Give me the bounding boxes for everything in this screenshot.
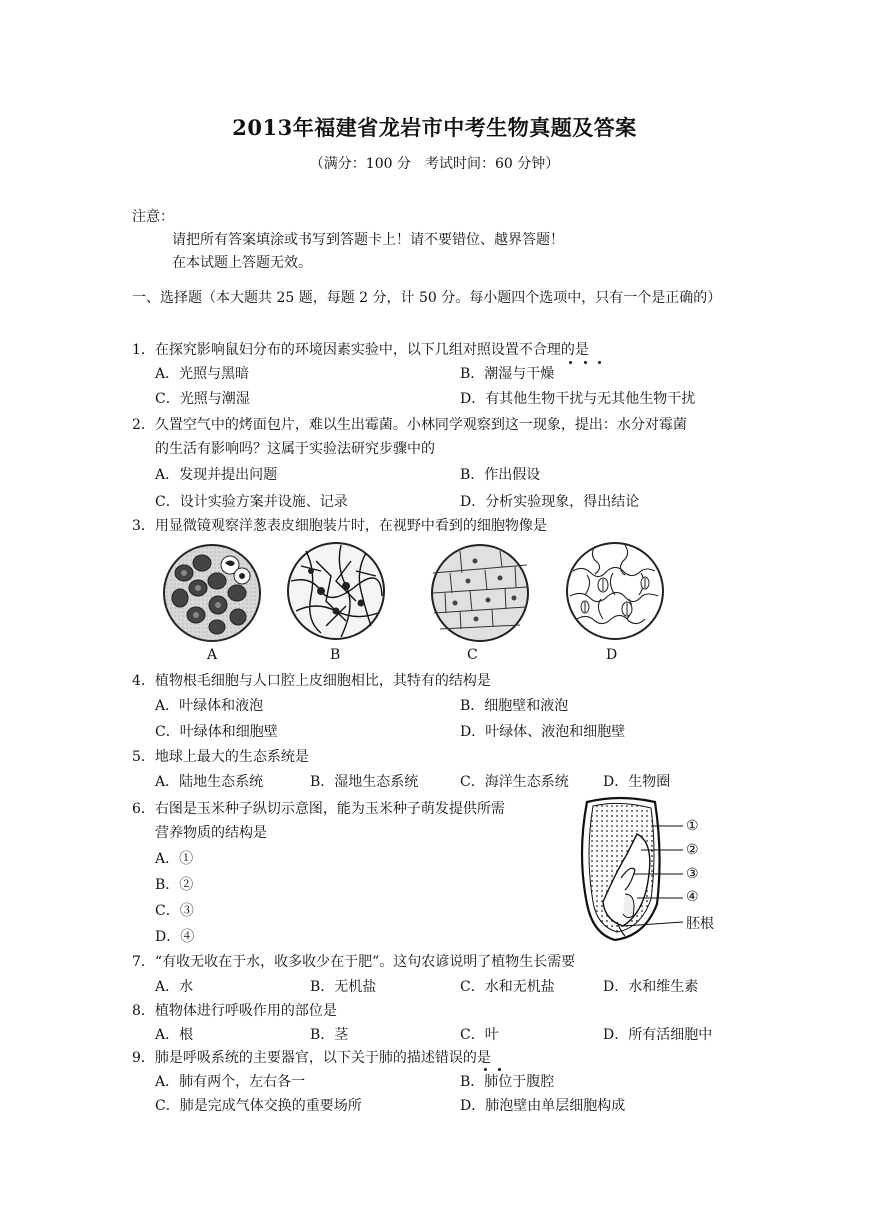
microscope-image-b: [286, 541, 386, 641]
option: B．细胞壁和液泡: [460, 698, 569, 714]
exam-info: （满分：100 分 考试时间：60 分钟）: [309, 156, 560, 172]
option: D．水和维生素: [603, 979, 699, 995]
question-stem: 7．“有收无收在于水，收多收少在于肥”。这句农谚说明了植物生长需要: [132, 954, 576, 970]
option: B．茎: [310, 1027, 349, 1043]
emphasis-dot: [569, 361, 572, 364]
option: C．肺是完成气体交换的重要场所: [155, 1098, 362, 1114]
figure-label: ④: [686, 889, 699, 905]
image-label: A: [207, 647, 218, 663]
question-stem: 1．在探究影响鼠妇分布的环境因素实验中，以下几组对照设置不合理的是: [132, 342, 589, 358]
option: A．根: [155, 1027, 194, 1043]
emphasis-dot: [498, 1068, 501, 1071]
question-stem: 9．肺是呼吸系统的主要器官，以下关于肺的描述错误的是: [132, 1050, 491, 1066]
option: D．生物圈: [603, 774, 671, 790]
figure-label: ①: [686, 818, 699, 834]
question-stem: 营养物质的结构是: [155, 825, 267, 841]
option: C．③: [155, 903, 194, 919]
option: D．④: [155, 929, 195, 945]
option: C．叶: [460, 1027, 499, 1043]
option: B．肺位于腹腔: [460, 1074, 555, 1090]
figure-label: 胚根: [686, 916, 714, 932]
microscope-image-d: [565, 541, 665, 641]
corn-seed-diagram: [575, 794, 685, 944]
option: B．②: [155, 877, 194, 893]
option: D．分析实验现象，得出结论: [460, 494, 640, 510]
option: C．光照与潮湿: [155, 391, 250, 407]
option: A．光照与黑暗: [155, 366, 250, 382]
option: B．湿地生态系统: [310, 774, 419, 790]
image-label: D: [606, 647, 618, 663]
image-label: C: [467, 647, 478, 663]
option: A．①: [155, 851, 194, 867]
question-stem: 6．右图是玉米种子纵切示意图，能为玉米种子萌发提供所需: [132, 801, 505, 817]
option: D．所有活细胞中: [603, 1027, 713, 1043]
notice-line: 请把所有答案填涂或书写到答题卡上！请不要错位、越界答题！: [172, 232, 564, 248]
question-stem: 3．用显微镜观察洋葱表皮细胞装片时，在视野中看到的细胞物像是: [132, 518, 547, 534]
section-heading: 一、选择题（本大题共 25 题，每题 2 分，计 50 分。每小题四个选项中，只有一个是正确的）: [132, 290, 722, 306]
option: D．叶绿体、液泡和细胞壁: [460, 724, 626, 740]
option: B．无机盐: [310, 979, 377, 995]
option: A．肺有两个，左右各一: [155, 1074, 306, 1090]
question-stem: 4．植物根毛细胞与人口腔上皮细胞相比，其特有的结构是: [132, 673, 491, 689]
question-stem: 5．地球上最大的生态系统是: [132, 749, 309, 765]
notice-line: 在本试题上答题无效。: [172, 255, 312, 271]
option: A．发现并提出问题: [155, 467, 278, 483]
question-stem: 的生活有影响吗？这属于实验法研究步骤中的: [155, 441, 435, 457]
page-title: 2013年福建省龙岩市中考生物真题及答案: [232, 115, 637, 140]
microscope-image-c: [430, 543, 530, 643]
option: C．水和无机盐: [460, 979, 555, 995]
notice-label: 注意：: [132, 209, 174, 225]
microscope-image-a: [162, 543, 262, 643]
emphasis-dot: [584, 361, 587, 364]
figure-label: ②: [686, 842, 699, 858]
figure-label: ③: [686, 866, 699, 882]
option: C．设计实验方案并设施、记录: [155, 494, 348, 510]
option: A．水: [155, 979, 194, 995]
option: A．陆地生态系统: [155, 774, 264, 790]
option: D．肺泡壁由单层细胞构成: [460, 1098, 626, 1114]
image-label: B: [330, 647, 341, 663]
option: D．有其他生物干扰与无其他生物干扰: [460, 391, 696, 407]
option: B．作出假设: [460, 467, 541, 483]
option: C．海洋生态系统: [460, 774, 569, 790]
emphasis-dot: [598, 361, 601, 364]
option: B．潮湿与干燥: [460, 366, 555, 382]
option: C．叶绿体和细胞壁: [155, 724, 278, 740]
option: A．叶绿体和液泡: [155, 698, 264, 714]
emphasis-dot: [484, 1068, 487, 1071]
question-stem: 8．植物体进行呼吸作用的部位是: [132, 1003, 337, 1019]
question-stem: 2．久置空气中的烤面包片，难以生出霉菌。小林同学观察到这一现象，提出：水分对霉菌: [132, 417, 687, 433]
